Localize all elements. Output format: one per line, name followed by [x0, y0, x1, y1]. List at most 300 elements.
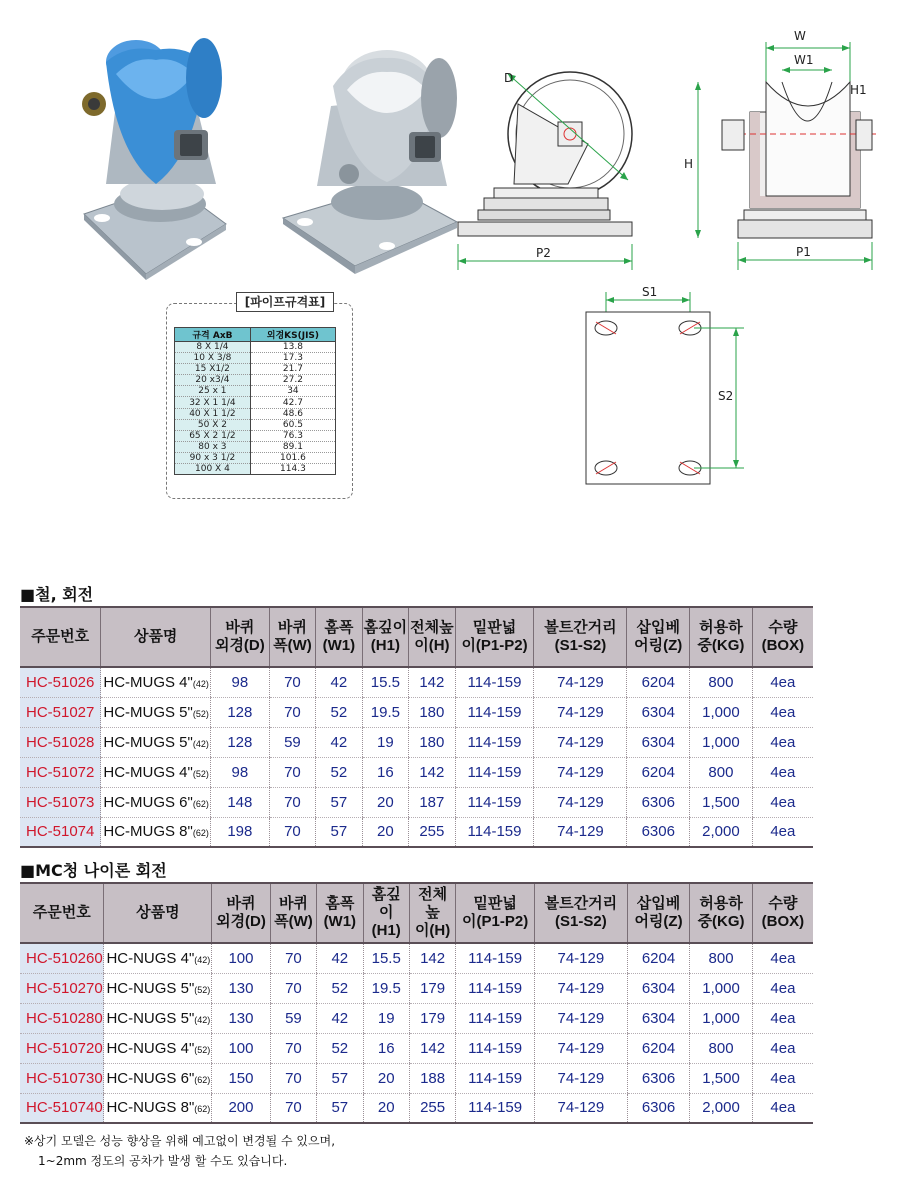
section-title: ■철, 회전	[20, 585, 94, 604]
value-cell: 187	[409, 787, 455, 817]
column-header-line: 상품명	[133, 628, 178, 645]
value-cell: 20	[362, 817, 408, 847]
pipe-spec-row	[175, 397, 336, 408]
column-header-line: 어링(Z)	[634, 637, 683, 654]
pipe-od-cell: 114.3	[250, 464, 335, 475]
column-header-line: 전체높	[418, 886, 448, 921]
dim-label-w: W	[794, 29, 806, 43]
value-cell: 142	[409, 757, 455, 787]
value-cell: 255	[409, 817, 455, 847]
caster-front-drawing	[680, 20, 876, 270]
value-cell: 16	[363, 1033, 409, 1063]
value-cell: 800	[690, 1033, 753, 1063]
column-header-line: (S1-S2)	[554, 637, 607, 654]
value-cell: 19	[363, 1003, 409, 1033]
value-cell: 74-129	[534, 757, 627, 787]
value-cell: 57	[317, 1093, 363, 1123]
column-header	[456, 883, 535, 943]
column-header-line: (H1)	[370, 637, 400, 654]
value-cell: 114-159	[456, 1063, 535, 1093]
table-row	[20, 1093, 813, 1123]
product-name: HC-MUGS 5"	[103, 733, 193, 751]
product-name-cell	[101, 667, 211, 697]
table-row	[20, 973, 813, 1003]
value-cell: 114-159	[455, 667, 534, 697]
value-cell: 57	[316, 787, 362, 817]
order-code-cell: HC-51073	[20, 787, 101, 817]
product-name: HC-NUGS 4"	[106, 949, 195, 967]
value-cell: 114-159	[456, 973, 535, 1003]
column-header-line: (W1)	[323, 913, 357, 930]
order-code-cell: HC-510280	[20, 1003, 104, 1033]
value-cell: 70	[270, 973, 316, 1003]
value-cell: 42	[317, 943, 363, 973]
value-cell: 70	[270, 1033, 316, 1063]
value-cell: 114-159	[456, 1003, 535, 1033]
value-cell: 70	[269, 817, 315, 847]
table-row	[20, 697, 813, 727]
value-cell: 1,500	[690, 787, 753, 817]
value-cell: 4ea	[752, 1003, 813, 1033]
pipe-od-cell: 42.7	[250, 397, 335, 408]
column-header-line: 주문번호	[32, 904, 91, 921]
column-header-line: 바퀴	[225, 619, 255, 636]
column-header-line: 외경(D)	[214, 637, 265, 654]
column-header-line: 볼트간거리	[544, 619, 617, 636]
column-header-line: 전체높	[410, 619, 454, 636]
column-header	[104, 883, 212, 943]
value-cell: 188	[409, 1063, 455, 1093]
value-cell: 74-129	[534, 1033, 627, 1063]
product-name-cell	[104, 1063, 212, 1093]
value-cell: 70	[269, 667, 315, 697]
column-header-line: 어링(Z)	[634, 913, 683, 930]
footnote-line: ※상기 모델은 성능 향상을 위해 예고없이 변경될 수 있으며,	[24, 1134, 336, 1148]
product-name: HC-NUGS 6"	[106, 1069, 195, 1087]
product-name-cell	[104, 1093, 212, 1123]
column-header	[20, 607, 101, 667]
table-row	[20, 1033, 813, 1063]
column-header	[455, 607, 534, 667]
value-cell: 74-129	[534, 973, 627, 1003]
column-header-line: 이(P1-P2)	[461, 637, 528, 654]
column-header	[270, 883, 316, 943]
value-cell: 800	[690, 943, 753, 973]
value-cell: 128	[211, 727, 270, 757]
column-header-line: 홈깊이	[371, 886, 401, 921]
value-cell: 1,000	[690, 973, 753, 1003]
product-name-cell	[101, 727, 211, 757]
pipe-spec-row	[175, 408, 336, 419]
value-cell: 148	[211, 787, 270, 817]
pipe-spec-row	[175, 386, 336, 397]
pipe-od-cell: 89.1	[250, 441, 335, 452]
value-cell: 59	[269, 727, 315, 757]
value-cell: 4ea	[752, 943, 813, 973]
pipe-size-cell: 40 X 1 1/2	[175, 408, 251, 419]
value-cell: 74-129	[534, 697, 627, 727]
pipe-spec-row	[175, 419, 336, 430]
table-row	[20, 1063, 813, 1093]
product-name: HC-MUGS 6"	[103, 793, 193, 811]
column-header-line: 바퀴	[277, 619, 307, 636]
column-header	[317, 883, 363, 943]
column-header-line: 볼트간거리	[544, 895, 618, 912]
value-cell: 42	[317, 1003, 363, 1033]
pipe-spec-row	[175, 375, 336, 386]
order-code-cell: HC-510270	[20, 973, 104, 1003]
value-cell: 4ea	[752, 727, 813, 757]
value-cell: 52	[316, 697, 362, 727]
value-cell: 74-129	[534, 787, 627, 817]
column-header-line: 주문번호	[31, 628, 90, 645]
value-cell: 200	[212, 1093, 271, 1123]
product-name: HC-NUGS 4"	[106, 1039, 195, 1057]
value-cell: 800	[690, 667, 753, 697]
pipe-od-cell: 48.6	[250, 408, 335, 419]
column-header	[101, 607, 211, 667]
value-cell: 6304	[627, 727, 690, 757]
column-header	[409, 883, 455, 943]
value-cell: 6304	[627, 973, 690, 1003]
column-header	[409, 607, 455, 667]
value-cell: 6204	[627, 667, 690, 697]
column-header	[316, 607, 362, 667]
product-name: HC-MUGS 4"	[103, 673, 193, 691]
value-cell: 179	[409, 973, 455, 1003]
value-cell: 1,000	[690, 697, 753, 727]
value-cell: 74-129	[534, 727, 627, 757]
product-groove-size: (52)	[194, 984, 211, 995]
value-cell: 6306	[627, 1093, 690, 1123]
column-header-line: 이(H)	[414, 922, 451, 939]
pipe-od-cell: 21.7	[250, 364, 335, 375]
column-header-line: 폭(W)	[273, 637, 312, 654]
product-groove-size: (42)	[192, 678, 209, 689]
pipe-spec-header: 규격 AxB	[175, 328, 251, 342]
order-code-cell: HC-51074	[20, 817, 101, 847]
column-header-line: 홈폭	[325, 895, 355, 912]
dim-label-s2: S2	[718, 389, 734, 403]
value-cell: 255	[409, 1093, 455, 1123]
value-cell: 74-129	[534, 1093, 627, 1123]
column-header-line: 바퀴	[278, 895, 308, 912]
value-cell: 4ea	[752, 667, 813, 697]
footnote-line: 1~2mm 정도의 공차가 발생 할 수도 있습니다.	[38, 1154, 288, 1168]
product-groove-size: (52)	[192, 708, 209, 719]
column-header-line: 상품명	[136, 904, 180, 921]
value-cell: 98	[211, 757, 270, 787]
product-name-cell	[104, 943, 212, 973]
table-row	[20, 787, 813, 817]
column-header	[362, 607, 408, 667]
value-cell: 114-159	[456, 943, 535, 973]
value-cell: 4ea	[752, 817, 813, 847]
value-cell: 59	[270, 1003, 316, 1033]
order-code-cell: HC-510740	[20, 1093, 104, 1123]
pipe-od-cell: 60.5	[250, 419, 335, 430]
pipe-size-cell: 100 X 4	[175, 464, 251, 475]
column-header	[212, 883, 271, 943]
value-cell: 70	[270, 1063, 316, 1093]
value-cell: 1,000	[690, 1003, 753, 1033]
column-header-line: 이(H)	[414, 637, 450, 654]
value-cell: 70	[269, 757, 315, 787]
value-cell: 52	[316, 757, 362, 787]
value-cell: 6306	[627, 787, 690, 817]
product-groove-size: (62)	[192, 798, 209, 809]
product-name-cell	[101, 817, 211, 847]
pipe-spec-title: [파이프규격표]	[236, 292, 334, 312]
product-name-cell	[101, 757, 211, 787]
value-cell: 20	[362, 787, 408, 817]
pipe-size-cell: 90 x 3 1/2	[175, 452, 251, 463]
value-cell: 6304	[627, 697, 690, 727]
order-code-cell: HC-51027	[20, 697, 101, 727]
pipe-size-cell: 65 X 2 1/2	[175, 430, 251, 441]
pipe-size-cell: 50 X 2	[175, 419, 251, 430]
value-cell: 114-159	[456, 1033, 535, 1063]
value-cell: 70	[270, 943, 316, 973]
product-name-cell	[101, 787, 211, 817]
value-cell: 130	[212, 1003, 271, 1033]
value-cell: 98	[211, 667, 270, 697]
dim-label-p1: P1	[796, 245, 811, 259]
order-code-cell: HC-510720	[20, 1033, 104, 1063]
column-header-line: 홈폭	[324, 619, 354, 636]
value-cell: 800	[690, 757, 753, 787]
value-cell: 4ea	[752, 757, 813, 787]
pipe-size-cell: 15 X1/2	[175, 364, 251, 375]
value-cell: 20	[363, 1063, 409, 1093]
column-header-line: 중(KG)	[697, 913, 745, 930]
product-name: HC-NUGS 5"	[106, 1009, 195, 1027]
pipe-size-cell: 20 x3/4	[175, 375, 251, 386]
caster-side-drawing	[448, 64, 642, 270]
base-plate-drawing	[584, 284, 744, 490]
value-cell: 114-159	[455, 757, 534, 787]
value-cell: 4ea	[752, 1033, 813, 1063]
value-cell: 142	[409, 943, 455, 973]
pipe-spec-row	[175, 464, 336, 475]
pipe-od-cell: 13.8	[250, 342, 335, 353]
value-cell: 74-129	[534, 1003, 627, 1033]
value-cell: 74-129	[534, 1063, 627, 1093]
order-code-cell: HC-51028	[20, 727, 101, 757]
product-groove-size: (42)	[194, 954, 211, 965]
dim-label-p2: P2	[536, 246, 551, 260]
value-cell: 70	[269, 697, 315, 727]
product-groove-size: (42)	[192, 738, 209, 749]
column-header-line: 폭(W)	[274, 913, 313, 930]
pipe-od-cell: 34	[250, 386, 335, 397]
table-row	[20, 727, 813, 757]
column-header-line: 중(KG)	[697, 637, 745, 654]
value-cell: 100	[212, 943, 271, 973]
column-header-line: 외경(D)	[216, 913, 266, 930]
pipe-od-cell: 101.6	[250, 452, 335, 463]
product-name: HC-NUGS 8"	[106, 1099, 195, 1117]
product-name-cell	[104, 1033, 212, 1063]
steel-caster-photo	[277, 46, 463, 278]
value-cell: 42	[316, 727, 362, 757]
product-name: HC-NUGS 5"	[106, 979, 195, 997]
dim-label-h1: H1	[850, 83, 867, 97]
value-cell: 74-129	[534, 667, 627, 697]
pipe-spec-table	[174, 327, 336, 475]
value-cell: 70	[270, 1093, 316, 1123]
value-cell: 6306	[627, 1063, 690, 1093]
value-cell: 130	[212, 973, 271, 1003]
pipe-spec-row	[175, 364, 336, 375]
pipe-spec-header: 외경KS(JIS)	[250, 328, 335, 342]
value-cell: 4ea	[752, 697, 813, 727]
column-header	[752, 883, 813, 943]
value-cell: 114-159	[456, 1093, 535, 1123]
product-groove-size: (62)	[194, 1104, 211, 1115]
section-title: ■MC청 나이론 회전	[20, 861, 167, 880]
value-cell: 70	[269, 787, 315, 817]
value-cell: 74-129	[534, 943, 627, 973]
pipe-spec-row	[175, 430, 336, 441]
value-cell: 114-159	[455, 787, 534, 817]
value-cell: 74-129	[534, 817, 627, 847]
value-cell: 128	[211, 697, 270, 727]
column-header	[269, 607, 315, 667]
value-cell: 6204	[627, 757, 690, 787]
order-code-cell: HC-510260	[20, 943, 104, 973]
product-groove-size: (52)	[194, 1044, 211, 1055]
pipe-spec-row	[175, 452, 336, 463]
column-header	[534, 607, 627, 667]
product-groove-size: (62)	[194, 1074, 211, 1085]
pipe-od-cell: 76.3	[250, 430, 335, 441]
column-header-line: 삽입베	[636, 619, 680, 636]
product-name-cell	[104, 1003, 212, 1033]
column-header	[20, 883, 104, 943]
pipe-size-cell: 8 X 1/4	[175, 342, 251, 353]
table-row	[20, 757, 813, 787]
value-cell: 180	[409, 697, 455, 727]
column-header	[627, 883, 690, 943]
value-cell: 6204	[627, 1033, 690, 1063]
pipe-spec-row	[175, 441, 336, 452]
value-cell: 19.5	[362, 697, 408, 727]
spec-table-nylon	[20, 882, 813, 1124]
dim-label-s1: S1	[642, 285, 658, 299]
column-header-line: (BOX)	[761, 637, 805, 654]
order-code-cell: HC-510730	[20, 1063, 104, 1093]
value-cell: 142	[409, 1033, 455, 1063]
column-header-line: 수량	[768, 619, 798, 636]
column-header-line: 이(P1-P2)	[462, 913, 529, 930]
value-cell: 42	[316, 667, 362, 697]
product-groove-size: (52)	[192, 768, 209, 779]
table-row	[20, 943, 813, 973]
value-cell: 1,000	[690, 727, 753, 757]
column-header-line: 홈깊이	[363, 619, 408, 636]
product-name: HC-MUGS 5"	[103, 703, 193, 721]
product-name: HC-MUGS 4"	[103, 763, 193, 781]
product-name-cell	[104, 973, 212, 1003]
product-name-cell	[101, 697, 211, 727]
column-header	[363, 883, 409, 943]
column-header-line: 밑판넓	[472, 619, 517, 636]
value-cell: 52	[317, 973, 363, 1003]
blue-nylon-caster-photo	[76, 34, 238, 280]
column-header-line: 허용하	[699, 895, 743, 912]
table-row	[20, 1003, 813, 1033]
value-cell: 100	[212, 1033, 271, 1063]
value-cell: 179	[409, 1003, 455, 1033]
value-cell: 114-159	[455, 697, 534, 727]
value-cell: 57	[317, 1063, 363, 1093]
value-cell: 6304	[627, 1003, 690, 1033]
column-header-line: (W1)	[322, 637, 356, 654]
pipe-spec-row	[175, 342, 336, 353]
table-row	[20, 817, 813, 847]
pipe-size-cell: 80 x 3	[175, 441, 251, 452]
column-header-line: (BOX)	[761, 913, 805, 930]
value-cell: 2,000	[690, 1093, 753, 1123]
value-cell: 1,500	[690, 1063, 753, 1093]
value-cell: 114-159	[455, 817, 534, 847]
value-cell: 19	[362, 727, 408, 757]
table-row	[20, 667, 813, 697]
value-cell: 20	[363, 1093, 409, 1123]
column-header-line: 바퀴	[226, 895, 256, 912]
pipe-size-cell: 10 X 3/8	[175, 353, 251, 364]
pipe-od-cell: 27.2	[250, 375, 335, 386]
value-cell: 6306	[627, 817, 690, 847]
pipe-size-cell: 32 X 1 1/4	[175, 397, 251, 408]
value-cell: 4ea	[752, 787, 813, 817]
order-code-cell: HC-51026	[20, 667, 101, 697]
value-cell: 19.5	[363, 973, 409, 1003]
order-code-cell: HC-51072	[20, 757, 101, 787]
value-cell: 6204	[627, 943, 690, 973]
column-header	[690, 883, 753, 943]
product-groove-size: (42)	[194, 1014, 211, 1025]
column-header-line: 삽입베	[636, 895, 681, 912]
value-cell: 198	[211, 817, 270, 847]
spec-table-steel	[20, 606, 813, 848]
value-cell: 15.5	[362, 667, 408, 697]
value-cell: 4ea	[752, 1063, 813, 1093]
pipe-od-cell: 17.3	[250, 353, 335, 364]
column-header-line: (S1-S2)	[555, 913, 607, 930]
pipe-spec-row	[175, 353, 336, 364]
value-cell: 52	[317, 1033, 363, 1063]
column-header	[690, 607, 753, 667]
product-name: HC-MUGS 8"	[103, 823, 193, 841]
column-header	[211, 607, 270, 667]
value-cell: 4ea	[752, 1093, 813, 1123]
pipe-size-cell: 25 x 1	[175, 386, 251, 397]
column-header	[534, 883, 627, 943]
value-cell: 4ea	[752, 973, 813, 1003]
column-header-line: 허용하	[699, 619, 743, 636]
dim-label-h: H	[684, 157, 694, 171]
dim-label-w1: W1	[794, 53, 814, 67]
value-cell: 16	[362, 757, 408, 787]
value-cell: 2,000	[690, 817, 753, 847]
column-header	[627, 607, 690, 667]
column-header-line: (H1)	[371, 922, 401, 939]
product-groove-size: (62)	[192, 828, 209, 839]
value-cell: 142	[409, 667, 455, 697]
column-header-line: 밑판넓	[473, 895, 517, 912]
